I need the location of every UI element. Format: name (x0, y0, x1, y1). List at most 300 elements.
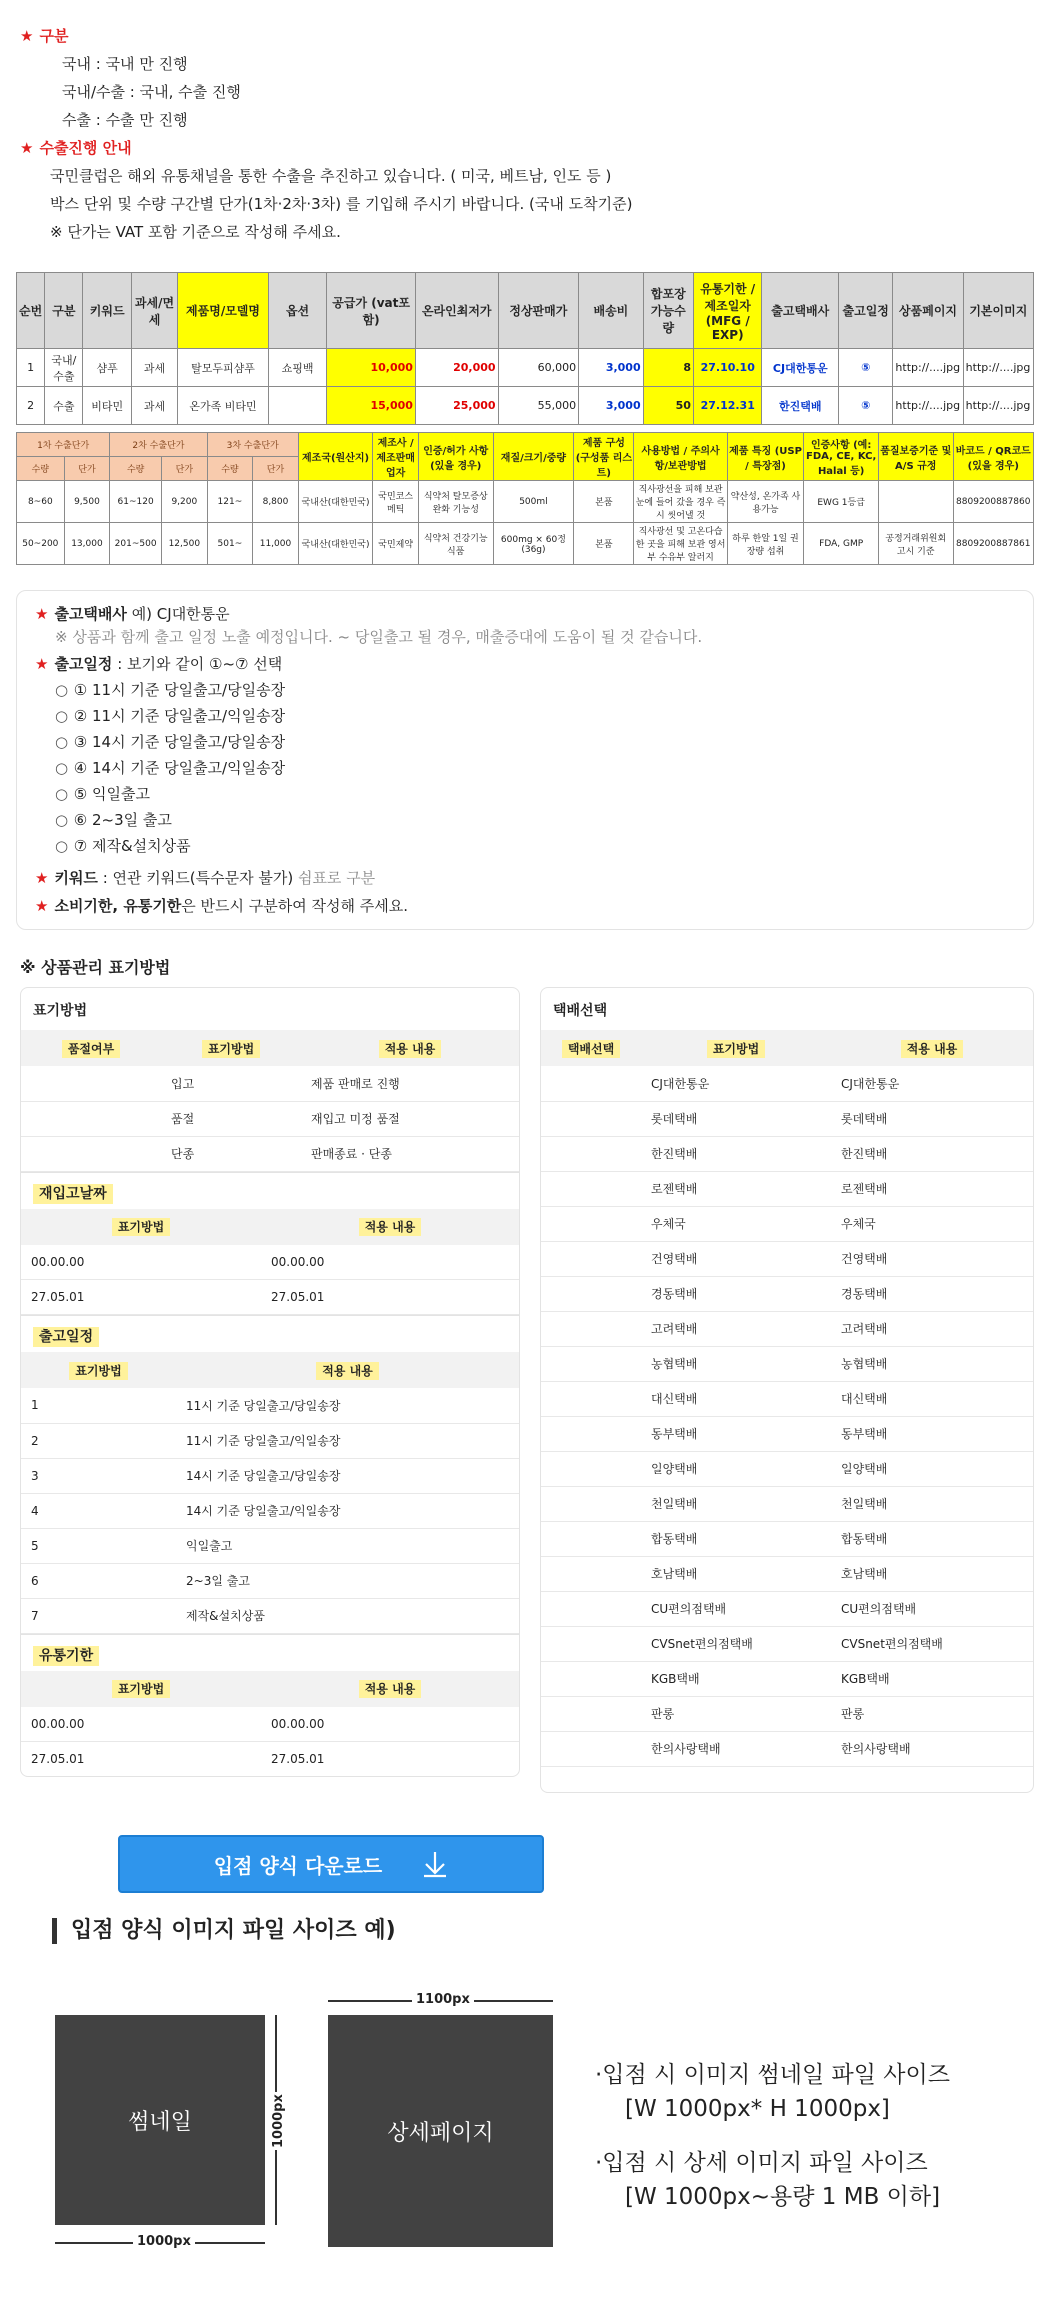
col-header: 제품 특징 (USP / 특장점) (727, 433, 804, 481)
cell: 4 (21, 1493, 176, 1528)
col-header: 재질/크기/중량 (493, 433, 574, 481)
courier-table (541, 1030, 1033, 1767)
cell: CJ대한통운 (831, 1066, 1033, 1101)
cell (541, 1311, 641, 1346)
cell: 3,000 (579, 349, 643, 387)
cell: 판롱 (831, 1696, 1033, 1731)
bullet-icon: ○ (55, 733, 69, 751)
bullet-icon: ○ (55, 785, 69, 803)
cell: http://....jpg (893, 349, 963, 387)
guide-text: 예) CJ대한통운 (131, 605, 230, 623)
table-row (541, 1346, 1033, 1381)
intro-line: 국내 : 국내 만 진행 (62, 55, 188, 73)
cell: 고려택배 (831, 1311, 1033, 1346)
option-item: ④ 14시 기준 당일출고/익일송장 (73, 759, 286, 777)
col-header: 과세/면세 (131, 273, 177, 349)
group-header: 3차 수출단가 (207, 433, 298, 457)
restock-table (21, 1209, 519, 1316)
col-header: 표기방법 (112, 1218, 170, 1236)
cell: 50 (643, 387, 693, 425)
cell: 식약처 건강기능식품 (418, 523, 493, 565)
cell: 27.05.01 (261, 1742, 519, 1777)
cell: 천일택배 (831, 1486, 1033, 1521)
guide-text: 은 반드시 구분하여 작성해 주세요. (181, 897, 408, 915)
cell: 한진택배 (641, 1136, 831, 1171)
bullet-icon: ○ (55, 759, 69, 777)
table-row (541, 1486, 1033, 1521)
cell: 식약처 탈모증상완화 기능성 (418, 481, 493, 523)
soldout-table (21, 1030, 519, 1172)
star-icon: ★ (35, 655, 49, 673)
desc-line: ·입점 시 상세 이미지 파일 사이즈 (595, 2150, 928, 2176)
col-header: 구분 (45, 273, 83, 349)
table-row (541, 1206, 1033, 1241)
cell: 국민제약 (373, 523, 419, 565)
table-row (541, 1276, 1033, 1311)
sheet-header-row (17, 273, 1034, 349)
cell (541, 1206, 641, 1241)
cell: 온가족 비타민 (178, 387, 269, 425)
cell: CJ대한통운 (762, 349, 839, 387)
intro-line: 국민클럽은 해외 유통채널을 통한 수출을 추진하고 있습니다. ( 미국, 베트남, 인도 등 ) (50, 167, 612, 185)
desc-line: [W 1000px~용량 1 MB 이하] (625, 2184, 941, 2210)
cell: 27.12.31 (693, 387, 762, 425)
cell: KGB택배 (831, 1661, 1033, 1696)
cell: 동부택배 (831, 1416, 1033, 1451)
subsection-title: 유통기한 (33, 1646, 99, 1666)
bullet-icon: ○ (55, 811, 69, 829)
cell (21, 1101, 161, 1136)
cell: 탈모두피샴푸 (178, 349, 269, 387)
cell: 단종 (161, 1136, 301, 1171)
cell (541, 1171, 641, 1206)
cell: 600mg × 60정(36g) (493, 523, 574, 565)
col-header: 표기방법 (69, 1362, 127, 1380)
cell: 2 (21, 1423, 176, 1458)
cell: 건영택배 (641, 1241, 831, 1276)
cell: http://....jpg (963, 387, 1033, 425)
cell: 롯데택배 (831, 1101, 1033, 1136)
cell: 샴푸 (83, 349, 131, 387)
product-sheet-table (16, 272, 1034, 425)
guide-text: : 보기와 같이 ①~⑦ 선택 (117, 655, 283, 673)
table-row (541, 1661, 1033, 1696)
cell: ⑤ (839, 349, 893, 387)
guide-note: ※ 상품과 함께 출고 일정 노출 예정입니다. ~ 당일출고 될 경우, 매출증대에 도움이 될 것 같습니다. (55, 628, 703, 646)
sub-header: 단가 (162, 457, 208, 481)
guide-label: 소비기한, 유통기한 (54, 897, 182, 915)
cell: 합동택배 (831, 1521, 1033, 1556)
cell: 9,500 (64, 481, 110, 523)
cell: 제작&설치상품 (176, 1598, 519, 1633)
cell: 농협택배 (831, 1346, 1033, 1381)
cell (541, 1591, 641, 1626)
cell: 11시 기준 당일출고/익일송장 (176, 1423, 519, 1458)
thumbnail-example-box (55, 2015, 265, 2225)
option-item: ① 11시 기준 당일출고/당일송장 (73, 681, 286, 699)
option-item: ⑤ 익일출고 (73, 785, 150, 803)
table-row (21, 1598, 519, 1633)
col-header: 공급가 (vat포함) (327, 273, 416, 349)
cell: 27.05.01 (21, 1280, 261, 1315)
table-row (21, 1707, 519, 1742)
cell: 8809200887860 (953, 481, 1033, 523)
cell: 55,000 (498, 387, 579, 425)
star-icon: ★ (35, 869, 49, 887)
cell (268, 387, 326, 425)
cell: 한진택배 (831, 1136, 1033, 1171)
table-row (21, 1136, 519, 1171)
table-row (21, 1458, 519, 1493)
cell: 비타민 (83, 387, 131, 425)
cell: 60,000 (498, 349, 579, 387)
table-row (21, 1528, 519, 1563)
star-icon: ★ (35, 605, 49, 623)
sub-header: 수량 (207, 457, 253, 481)
cell: 본품 (574, 481, 634, 523)
cell: 11,000 (253, 523, 299, 565)
cell: 우체국 (831, 1206, 1033, 1241)
table-row (21, 1742, 519, 1777)
cell: 공정거래위원회 고시 기준 (878, 523, 953, 565)
col-header: 합포장 가능수량 (643, 273, 693, 349)
cell: 합동택배 (641, 1521, 831, 1556)
cell (541, 1661, 641, 1696)
cell (541, 1626, 641, 1661)
cell: 동부택배 (641, 1416, 831, 1451)
cell: 8809200887861 (953, 523, 1033, 565)
cell (878, 481, 953, 523)
cell: 우체국 (641, 1206, 831, 1241)
bullet-icon: ○ (55, 707, 69, 725)
cell: EWG 1등급 (804, 481, 879, 523)
sheet-row (17, 481, 1034, 523)
intro-heading-1: 구분 (39, 27, 69, 45)
col-header: 적용 내용 (901, 1040, 964, 1058)
sheet-header-row (17, 433, 1034, 457)
cell: CVSnet편의점택배 (641, 1626, 831, 1661)
sheet-row (17, 387, 1034, 425)
cell: 국내산(대한민국) (298, 523, 373, 565)
table-row (541, 1101, 1033, 1136)
cell: ⑤ (839, 387, 893, 425)
cell: 고려택배 (641, 1311, 831, 1346)
guide-text: : 연관 키워드(특수문자 불가) (102, 869, 294, 887)
download-form-button[interactable] (118, 1835, 544, 1893)
cell: 1 (21, 1388, 176, 1423)
box-label: 상세페이지 (387, 2120, 494, 2146)
table-row (21, 1563, 519, 1598)
col-header: 옵션 (268, 273, 326, 349)
cell: 14시 기준 당일출고/당일송장 (176, 1458, 519, 1493)
cell: 직사광선을 피해 보관 눈에 들어 갔을 경우 즉시 씻어낼 것 (634, 481, 727, 523)
cell: 대신택배 (831, 1381, 1033, 1416)
detail-example-box (328, 2015, 553, 2247)
cell: 국내/수출 (45, 349, 83, 387)
cell: 경동택배 (641, 1276, 831, 1311)
cell: 15,000 (327, 387, 416, 425)
detail-width-label: 1100px (412, 1992, 474, 2007)
cell: 00.00.00 (21, 1707, 261, 1742)
cell: 건영택배 (831, 1241, 1033, 1276)
ship-table (21, 1352, 519, 1634)
cell: 재입고 미정 품절 (301, 1101, 519, 1136)
guide-label: 출고택배사 (54, 605, 127, 623)
cell: 한의사랑택배 (641, 1731, 831, 1766)
cell (541, 1241, 641, 1276)
intro-line: 수출 : 수출 만 진행 (62, 111, 188, 129)
col-header: 적용 내용 (359, 1218, 422, 1236)
intro-section (20, 22, 1030, 246)
sub-header: 수량 (17, 457, 65, 481)
sub-header: 단가 (64, 457, 110, 481)
intro-line: 국내/수출 : 국내, 수출 진행 (62, 83, 241, 101)
cell: http://....jpg (963, 349, 1033, 387)
cell: 3,000 (579, 387, 643, 425)
table-row (541, 1696, 1033, 1731)
thumb-size-desc (595, 2058, 950, 2126)
cell: http://....jpg (893, 387, 963, 425)
cell (541, 1381, 641, 1416)
cell: 경동택배 (831, 1276, 1033, 1311)
cell: 일양택배 (831, 1451, 1033, 1486)
sheet-row (17, 349, 1034, 387)
cell: 13,000 (64, 523, 110, 565)
cell: 로젠택배 (831, 1171, 1033, 1206)
cell (541, 1486, 641, 1521)
col-header: 제품명/모델명 (178, 273, 269, 349)
table-row (541, 1381, 1033, 1416)
cell: 25,000 (415, 387, 498, 425)
table-row (541, 1556, 1033, 1591)
cell: 천일택배 (641, 1486, 831, 1521)
table-row (21, 1280, 519, 1315)
download-icon (422, 1850, 448, 1878)
guide-box (16, 590, 1034, 930)
example-title: 입점 양식 이미지 파일 사이즈 예) (52, 1918, 396, 1944)
cell: 농협택배 (641, 1346, 831, 1381)
table-row (541, 1241, 1033, 1276)
cell: 9,200 (162, 481, 208, 523)
card-title: 택배선택 (553, 1003, 608, 1019)
option-item: ③ 14시 기준 당일출고/당일송장 (73, 733, 286, 751)
cell: CJ대한통운 (641, 1066, 831, 1101)
box-label: 썸네일 (128, 2109, 192, 2135)
cell: 61~120 (110, 481, 162, 523)
table-row (541, 1416, 1033, 1451)
cell (541, 1101, 641, 1136)
cell: 과세 (131, 387, 177, 425)
table-row (21, 1066, 519, 1101)
cell: 8,800 (253, 481, 299, 523)
cell: 로젠택배 (641, 1171, 831, 1206)
cell: 201~500 (110, 523, 162, 565)
cell: 1 (17, 349, 45, 387)
desc-line: [W 1000px* H 1000px] (625, 2096, 890, 2122)
col-header: 품절여부 (62, 1040, 120, 1058)
col-header: 순번 (17, 273, 45, 349)
cell (541, 1066, 641, 1101)
intro-heading-2: 수출진행 안내 (39, 139, 132, 157)
height-label: 1000px (271, 2094, 286, 2148)
cell: FDA, GMP (804, 523, 879, 565)
col-header: 출고일정 (839, 273, 893, 349)
cell: 한의사랑택배 (831, 1731, 1033, 1766)
cell: 한진택배 (762, 387, 839, 425)
cell: 2 (17, 387, 45, 425)
cell: 대신택배 (641, 1381, 831, 1416)
width-label: 1000px (133, 2234, 195, 2249)
courier-card (540, 987, 1034, 1793)
cell: 00.00.00 (261, 1707, 519, 1742)
cell: 2~3일 출고 (176, 1563, 519, 1598)
cell (541, 1731, 641, 1766)
col-header: 적용 내용 (359, 1680, 422, 1698)
table-row (541, 1136, 1033, 1171)
col-header: 품질보증기준 및 A/S 규정 (878, 433, 953, 481)
table-row (21, 1423, 519, 1458)
cell: 8~60 (17, 481, 65, 523)
subsection-title: 출고일정 (33, 1327, 99, 1347)
cell: 본품 (574, 523, 634, 565)
intro-line: ※ 단가는 VAT 포함 기준으로 작성해 주세요. (50, 223, 341, 241)
notation-card (20, 987, 520, 1777)
col-header: 제조국(원산지) (298, 433, 373, 481)
cell (541, 1136, 641, 1171)
cell: 약산성, 온가족 사용가능 (727, 481, 804, 523)
col-header: 표기방법 (707, 1040, 765, 1058)
col-header: 기본이미지 (963, 273, 1033, 349)
bullet-icon: ○ (55, 681, 69, 699)
cell: 국내산(대한민국) (298, 481, 373, 523)
cell: 품절 (161, 1101, 301, 1136)
col-header: 표기방법 (202, 1040, 260, 1058)
cell: 27.05.01 (261, 1280, 519, 1315)
cell: 제품 판매로 진행 (301, 1066, 519, 1101)
guide-label: 키워드 (54, 869, 98, 887)
col-header: 택배선택 (562, 1040, 620, 1058)
cell: 3 (21, 1458, 176, 1493)
guide-text-gray: 쉼표로 구분 (297, 869, 376, 887)
bullet-icon: ○ (55, 837, 69, 855)
cell: 일양택배 (641, 1451, 831, 1486)
cell: 14시 기준 당일출고/익일송장 (176, 1493, 519, 1528)
table-row (541, 1521, 1033, 1556)
option-item: ② 11시 기준 당일출고/익일송장 (73, 707, 286, 725)
cell: 과세 (131, 349, 177, 387)
col-header: 적용 내용 (316, 1362, 379, 1380)
col-header: 상품페이지 (893, 273, 963, 349)
table-row (541, 1591, 1033, 1626)
cell: 수출 (45, 387, 83, 425)
col-header: 적용 내용 (379, 1040, 442, 1058)
desc-line: ·입점 시 이미지 썸네일 파일 사이즈 (595, 2062, 950, 2088)
table-row (21, 1245, 519, 1280)
group-header: 2차 수출단가 (110, 433, 207, 457)
cell: 롯데택배 (641, 1101, 831, 1136)
cell: 5 (21, 1528, 176, 1563)
cell: 00.00.00 (261, 1245, 519, 1280)
col-header: 온라인최저가 (415, 273, 498, 349)
cell (21, 1066, 161, 1101)
col-header: 표기방법 (112, 1680, 170, 1698)
intro-line: 박스 단위 및 수량 구간별 단가(1차·2차·3차) 를 기입해 주시기 바랍니다. (국내 도착기준) (50, 195, 633, 213)
cell: 10,000 (327, 349, 416, 387)
cell: CVSnet편의점택배 (831, 1626, 1033, 1661)
cell (541, 1696, 641, 1731)
cell: 20,000 (415, 349, 498, 387)
col-header: 제품 구성 (구성품 리스트) (574, 433, 634, 481)
cell: 익일출고 (176, 1528, 519, 1563)
cell: 501~ (207, 523, 253, 565)
table-row (541, 1311, 1033, 1346)
star-icon: ★ (20, 139, 34, 157)
cell: 12,500 (162, 523, 208, 565)
cell (541, 1276, 641, 1311)
star-icon: ★ (35, 897, 49, 915)
cell: 27.10.10 (693, 349, 762, 387)
cell: 6 (21, 1563, 176, 1598)
cell: 500ml (493, 481, 574, 523)
table-row (541, 1626, 1033, 1661)
table-row (541, 1171, 1033, 1206)
download-label: 입점 양식 다운로드 (213, 1853, 383, 1878)
table-row (21, 1388, 519, 1423)
cell (541, 1346, 641, 1381)
group-header: 1차 수출단가 (17, 433, 110, 457)
col-header: 사용방법 / 주의사항/보관방법 (634, 433, 727, 481)
card-title: 표기방법 (33, 1003, 88, 1019)
cell: 8 (643, 349, 693, 387)
col-header: 바코드 / QR코드 (있을 경우) (953, 433, 1033, 481)
col-header: 유통기한 / 제조일자 (MFG / EXP) (693, 273, 762, 349)
cell (541, 1556, 641, 1591)
cell: CU편의점택배 (831, 1591, 1033, 1626)
col-header: 키워드 (83, 273, 131, 349)
cell: 11시 기준 당일출고/당일송장 (176, 1388, 519, 1423)
sub-header: 수량 (110, 457, 162, 481)
expiry-table (21, 1671, 519, 1778)
cell (541, 1416, 641, 1451)
col-header: 출고택배사 (762, 273, 839, 349)
table-row (21, 1493, 519, 1528)
cell: 하루 한알 1일 권장량 섭취 (727, 523, 804, 565)
cell: 50~200 (17, 523, 65, 565)
cell: CU편의점택배 (641, 1591, 831, 1626)
export-sheet-table (16, 432, 1034, 565)
cell: 쇼핑백 (268, 349, 326, 387)
cell: 27.05.01 (21, 1742, 261, 1777)
col-header: 제조사 / 제조판매업자 (373, 433, 419, 481)
guide-label: 출고일정 (54, 655, 113, 673)
cell: KGB택배 (641, 1661, 831, 1696)
sheet-row (17, 523, 1034, 565)
section-title: ※ 상품관리 표기방법 (20, 958, 171, 977)
cell: 판매종료 · 단종 (301, 1136, 519, 1171)
cell: 호남택배 (831, 1556, 1033, 1591)
cell: 입고 (161, 1066, 301, 1101)
detail-size-desc (595, 2146, 940, 2214)
cell (21, 1136, 161, 1171)
star-icon: ★ (20, 27, 34, 45)
option-item: ⑦ 제작&설치상품 (73, 837, 191, 855)
sub-header: 단가 (253, 457, 299, 481)
table-row (541, 1451, 1033, 1486)
table-row (21, 1101, 519, 1136)
table-row (541, 1731, 1033, 1766)
cell: 00.00.00 (21, 1245, 261, 1280)
cell: 판롱 (641, 1696, 831, 1731)
